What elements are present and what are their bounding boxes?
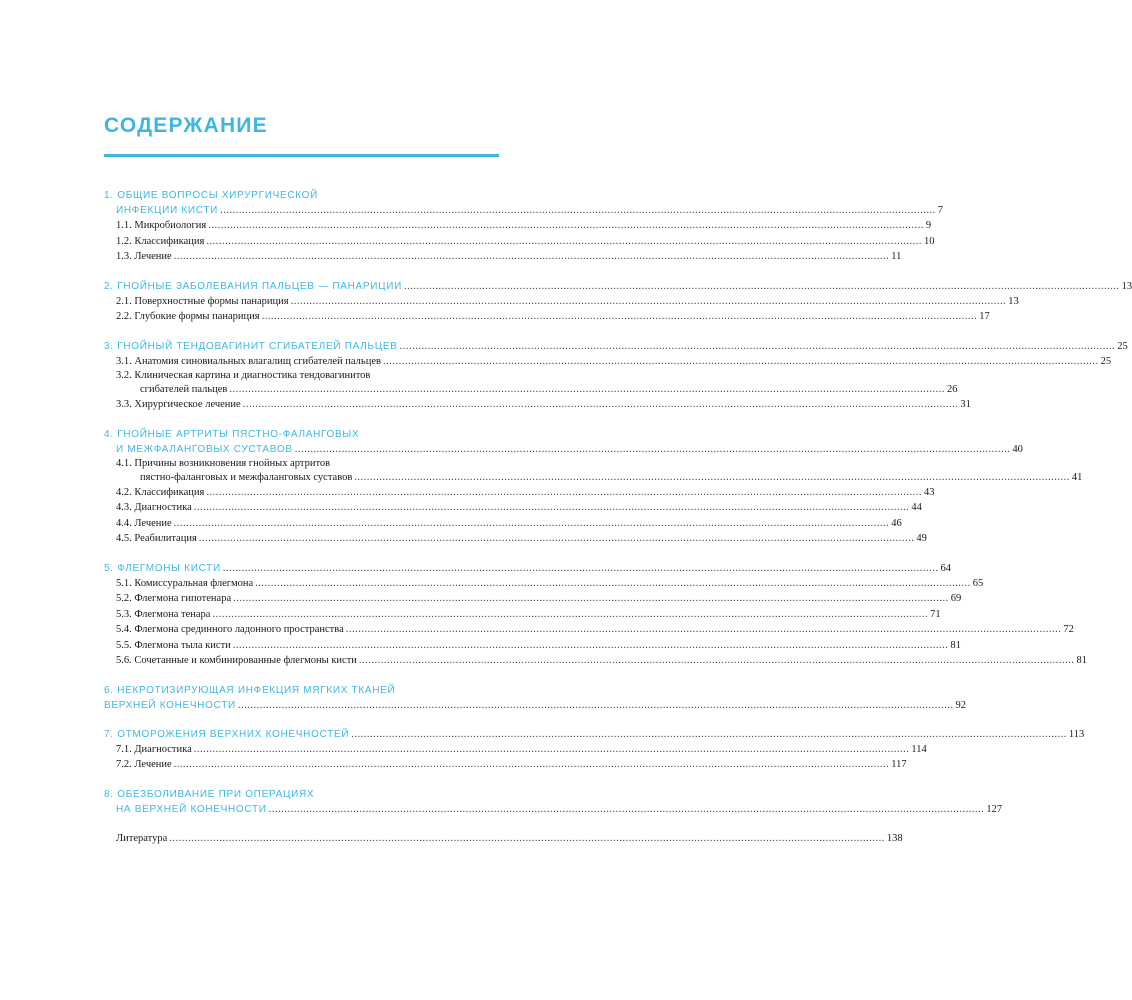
leader-dots <box>194 742 910 758</box>
subsection-title: 3.3. Хирургическое лечение <box>116 399 241 410</box>
leader-dots <box>404 279 1120 294</box>
page-title: СОДЕРЖАНИЕ <box>104 114 268 137</box>
leader-dots <box>208 218 924 234</box>
toc-chapter-heading-cont[interactable] <box>104 442 1023 457</box>
toc-subsection[interactable] <box>104 591 962 607</box>
toc-subsection[interactable] <box>104 653 1088 669</box>
title-rule <box>104 154 499 157</box>
toc-chapter-heading[interactable] <box>104 683 499 698</box>
toc-subsection-cont[interactable] <box>104 471 1083 485</box>
page-number: 71 <box>930 608 941 620</box>
toc-chapter-heading[interactable] <box>104 787 499 802</box>
subsection-title: 7.1. Диагностика <box>116 743 192 755</box>
subsection-title: 1.2. Классификация <box>116 235 205 247</box>
page-number: 138 <box>886 832 903 844</box>
subsection-title: 5.3. Флегмона тенара <box>116 608 211 620</box>
toc-subsection[interactable] <box>104 457 499 471</box>
subsection-title: 1.3. Лечение <box>116 251 172 262</box>
chapter-title: 3. ГНОЙНЫЙ ТЕНДОВАГИНИТ СГИБАТЕЛЕЙ ПАЛЬЦЕВ <box>104 340 398 352</box>
subsection-title: 5.5. Флегмона тыла кисти <box>116 639 231 651</box>
toc-literature[interactable] <box>104 831 903 847</box>
leader-dots <box>223 561 939 576</box>
subsection-title: 4.3. Диагностика <box>116 502 192 513</box>
toc-chapter-heading[interactable] <box>104 727 1085 742</box>
subsection-title: 3.1. Анатомия синовиальных влагалищ сгибателей пальцев <box>116 355 381 367</box>
page-number: 114 <box>911 743 927 755</box>
page-number: 46 <box>891 517 902 529</box>
chapter-title: 7. ОТМОРОЖЕНИЯ ВЕРХНИХ КОНЕЧНОСТЕЙ <box>104 728 350 740</box>
chapter-title: 4. ГНОЙНЫЕ АРТРИТЫ ПЯСТНО-ФАЛАНГОВЫХ <box>104 428 360 440</box>
toc-chapter-heading[interactable] <box>104 427 499 442</box>
toc-subsection[interactable] <box>104 757 907 773</box>
toc-chapter-heading[interactable] <box>104 339 1128 354</box>
leader-dots <box>354 471 1070 485</box>
toc-subsection[interactable] <box>104 234 935 250</box>
toc-chapter-4 <box>104 427 1083 547</box>
page-number: 92 <box>955 699 967 711</box>
leader-dots <box>233 638 949 654</box>
table-of-contents <box>104 188 1132 846</box>
subsection-title: 4.5. Реабилитация <box>116 533 197 544</box>
page-number: 31 <box>960 399 971 410</box>
toc-chapter-5 <box>104 561 1088 669</box>
chapter-title: 8. ОБЕЗБОЛИВАНИЕ ПРИ ОПЕРАЦИЯХ <box>104 788 315 800</box>
leader-dots <box>174 757 890 773</box>
leader-dots <box>229 383 945 397</box>
chapter-title-cont: И МЕЖФАЛАНГОВЫХ СУСТАВОВ <box>116 443 293 455</box>
leader-dots <box>194 500 910 516</box>
subsection-title: 2.2. Глубокие формы панариция <box>116 311 260 322</box>
toc-chapter-heading-cont[interactable] <box>104 802 1003 817</box>
chapter-title: 5. ФЛЕГМОНЫ КИСТИ <box>104 562 221 574</box>
page-number: 43 <box>923 486 935 498</box>
page-number: 17 <box>979 311 990 322</box>
toc-subsection[interactable] <box>104 500 922 516</box>
subsection-title: 5.4. Флегмона срединного ладонного пространства <box>116 624 344 635</box>
leader-dots <box>220 203 936 218</box>
page-number: 113 <box>1068 728 1085 740</box>
page-number: 25 <box>1117 340 1128 352</box>
page-number: 49 <box>916 533 927 544</box>
page-number: 10 <box>923 235 935 247</box>
page-number: 9 <box>925 220 932 231</box>
toc-subsection[interactable] <box>104 485 935 501</box>
chapter-title-cont: НА ВЕРХНЕЙ КОНЕЧНОСТИ <box>116 803 267 815</box>
leader-dots <box>174 249 890 265</box>
chapter-title: 1. ОБЩИЕ ВОПРОСЫ ХИРУРГИЧЕСКОЙ <box>104 190 319 201</box>
page-number: 64 <box>940 562 951 574</box>
toc-chapter-heading[interactable] <box>104 561 951 576</box>
subsection-title-cont: сгибателей пальцев <box>140 384 228 395</box>
toc-chapter-1 <box>104 188 943 265</box>
page-number: 117 <box>891 759 907 770</box>
page-number: 13 <box>1121 280 1132 292</box>
leader-dots <box>400 339 1116 354</box>
subsection-title: 5.2. Флегмона гипотенара <box>116 593 232 604</box>
literature-title: Литература <box>116 832 168 844</box>
toc-subsection[interactable] <box>104 294 1019 310</box>
leader-dots <box>346 622 1062 638</box>
toc-subsection[interactable] <box>104 397 971 413</box>
subsection-title: 7.2. Лечение <box>116 759 172 770</box>
toc-subsection[interactable] <box>104 622 1074 638</box>
subsection-title: 1.1. Микробиология <box>116 220 207 231</box>
page-number: 26 <box>946 384 958 395</box>
toc-subsection[interactable] <box>104 516 902 532</box>
toc-subsection[interactable] <box>104 576 984 592</box>
toc-chapter-heading-cont[interactable] <box>104 203 943 218</box>
page-number: 40 <box>1012 443 1023 455</box>
toc-subsection[interactable] <box>104 607 941 623</box>
leader-dots <box>269 802 985 817</box>
chapter-title: 6. НЕКРОТИЗИРУЮЩАЯ ИНФЕКЦИЯ МЯГКИХ ТКАНЕЙ <box>104 684 396 696</box>
toc-subsection[interactable] <box>104 218 932 234</box>
leader-dots <box>243 397 959 413</box>
page-number: 13 <box>1008 295 1019 307</box>
page-number: 72 <box>1063 624 1074 635</box>
toc-subsection[interactable] <box>104 309 990 325</box>
leader-dots <box>291 294 1007 310</box>
page-number: 41 <box>1071 471 1083 483</box>
subsection-title: 2.1. Поверхностные формы панариция <box>116 295 289 307</box>
leader-dots <box>199 531 915 547</box>
subsection-title-cont: пястно-фаланговых и межфаланговых суставов <box>140 471 353 483</box>
page-number: 65 <box>972 577 984 589</box>
toc-chapter-heading[interactable] <box>104 188 499 203</box>
subsection-title: 4.1. Причины возникновения гнойных артритов <box>116 457 331 469</box>
leader-dots <box>206 234 922 250</box>
subsection-title: 3.2. Клиническая картина и диагностика тендовагинитов <box>116 370 371 381</box>
leader-dots <box>174 516 890 532</box>
leader-dots <box>262 309 978 325</box>
page-number: 25 <box>1100 355 1112 367</box>
page-number: 127 <box>986 803 1003 815</box>
toc-subsection[interactable] <box>104 369 499 383</box>
toc-subsection[interactable] <box>104 354 1112 370</box>
subsection-title: 5.6. Сочетанные и комбинированные флегмоны кисти <box>116 655 357 666</box>
toc-chapter-8 <box>104 787 1003 817</box>
page-number: 81 <box>1076 655 1088 666</box>
page-number: 11 <box>891 251 902 262</box>
chapter-title-cont: ВЕРХНЕЙ КОНЕЧНОСТИ <box>104 699 236 711</box>
page-number: 7 <box>937 205 943 216</box>
chapter-title: 2. ГНОЙНЫЕ ЗАБОЛЕВАНИЯ ПАЛЬЦЕВ — ПАНАРИЦИИ <box>104 280 402 292</box>
toc-chapter-heading[interactable] <box>104 279 1132 294</box>
leader-dots <box>206 485 922 501</box>
page-number: 81 <box>950 639 961 651</box>
leader-dots <box>295 442 1011 457</box>
toc-chapter-heading-cont[interactable] <box>104 698 967 713</box>
leader-dots <box>238 698 954 713</box>
leader-dots <box>212 607 928 623</box>
subsection-title: 5.1. Комиссуральная флегмона <box>116 577 254 589</box>
leader-dots <box>383 354 1099 370</box>
toc-chapter-2 <box>104 279 1132 325</box>
page-number: 69 <box>950 593 962 604</box>
toc-subsection[interactable] <box>104 531 927 547</box>
subsection-title: 4.2. Классификация <box>116 486 205 498</box>
leader-dots <box>233 591 949 607</box>
toc-chapter-3 <box>104 339 1128 413</box>
leader-dots <box>255 576 971 592</box>
toc-subsection[interactable] <box>104 638 961 654</box>
leader-dots <box>359 653 1075 669</box>
leader-dots <box>169 831 885 847</box>
leader-dots <box>351 727 1067 742</box>
toc-chapter-6 <box>104 683 967 713</box>
toc-subsection[interactable] <box>104 249 902 265</box>
toc-subsection-cont[interactable] <box>104 383 958 397</box>
toc-chapter-7 <box>104 727 1085 773</box>
page-number: 44 <box>911 502 922 513</box>
subsection-title: 4.4. Лечение <box>116 517 172 529</box>
toc-subsection[interactable] <box>104 742 927 758</box>
chapter-title-cont: ИНФЕКЦИИ КИСТИ <box>116 205 219 216</box>
